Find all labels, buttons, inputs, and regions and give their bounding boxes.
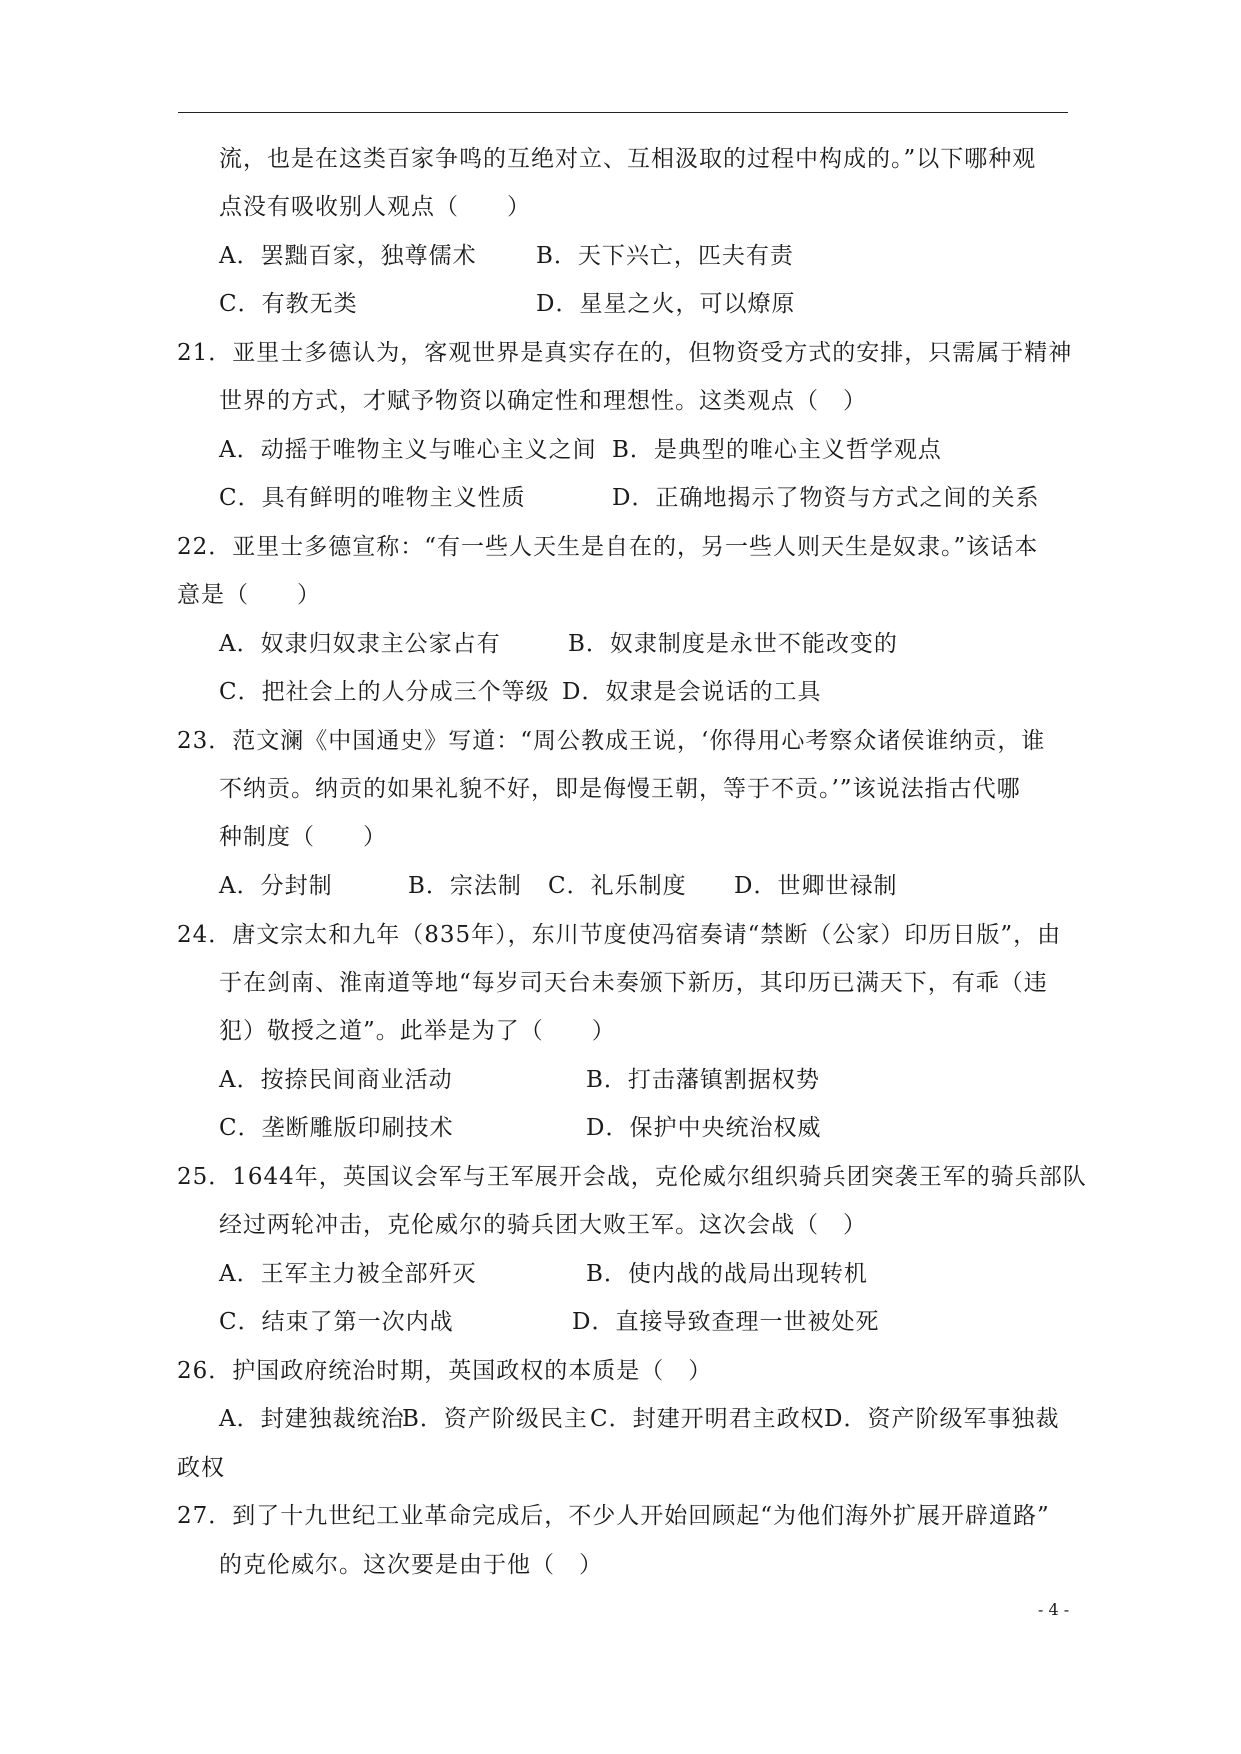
option-a: A．奴隶归奴隶主公家占有 [219, 631, 501, 657]
question-text-line: 世界的方式，才赋予物资以确定性和理想性。这类观点（ ） [219, 388, 867, 414]
question-text-line: 26．护国政府统治时期，英国政权的本质是（ ） [177, 1358, 713, 1384]
option-c: C．把社会上的人分成三个等级 [219, 679, 550, 705]
question-text-line: 犯）敬授之道”。此举是为了（ ） [219, 1018, 616, 1044]
option-d: D．直接导致查理一世被处死 [572, 1309, 880, 1335]
question-text-line: 不纳贡。纳贡的如果礼貌不好，即是侮慢王朝，等于不贡。’”该说法指古代哪 [219, 776, 1021, 802]
question-text-line: 的克伦威尔。这次要是由于他（ ） [219, 1552, 603, 1578]
option-a: A．罢黜百家，独尊儒术 [219, 243, 477, 269]
option-d: D．世卿世禄制 [734, 873, 898, 899]
option-c: C．有教无类 [219, 291, 358, 317]
option-a: A．按捺民间商业活动 [219, 1067, 453, 1093]
option-d: D．资产阶级军事独裁 [824, 1406, 1060, 1432]
option-a: A．分封制 [219, 873, 333, 899]
option-b: B．打击藩镇割据权势 [586, 1067, 820, 1093]
question-text-line: 点没有吸收别人观点（ ） [219, 194, 531, 220]
question-text-line: 经过两轮冲击，克伦威尔的骑兵团大败王军。这次会战（ ） [219, 1212, 867, 1238]
option-d: D．奴隶是会说话的工具 [562, 679, 822, 705]
option-b: B．宗法制 [408, 873, 522, 899]
question-text-line: 25．1644年，英国议会军与王军展开会战，克伦威尔组织骑兵团突袭王军的骑兵部队 [177, 1164, 1087, 1190]
option-b: B．使内战的战局出现转机 [586, 1261, 868, 1287]
option-c: C．礼乐制度 [548, 873, 687, 899]
question-text-line: 22．亚里士多德宣称：“有一些人天生是自在的，另一些人则天生是奴隶。”该话本 [177, 534, 1039, 560]
question-text-line: 24．唐文宗太和九年（835年），东川节度使冯宿奏请“禁断（公家）印历日版”，由 [177, 922, 1062, 948]
option-a: A．王军主力被全部歼灭 [219, 1261, 477, 1287]
option-b: B．资产阶级民主 [402, 1406, 588, 1432]
question-text-line: 23．范文澜《中国通史》写道：“周公教成王说，‘你得用心考察众诸侯谁纳贡，谁 [177, 728, 1046, 754]
option-b: B．是典型的唯心主义哲学观点 [612, 437, 942, 463]
option-wrap-line: 政权 [177, 1455, 225, 1481]
question-text-line: 流，也是在这类百家争鸣的互绝对立、互相汲取的过程中构成的。”以下哪种观 [219, 146, 1037, 172]
question-text-line: 种制度（ ） [219, 824, 387, 850]
option-c: C．结束了第一次内战 [219, 1309, 454, 1335]
question-text-line: 27．到了十九世纪工业革命完成后，不少人开始回顾起“为他们海外扩展开辟道路” [177, 1503, 1050, 1529]
header-rule [178, 112, 1068, 113]
option-c: C．封建开明君主政权 [590, 1406, 825, 1432]
option-a: A．封建独裁统治 [219, 1406, 405, 1432]
option-c: C．垄断雕版印刷技术 [219, 1115, 454, 1141]
question-text-line: 意是（ ） [177, 582, 321, 608]
option-c: C．具有鲜明的唯物主义性质 [219, 485, 526, 511]
option-b: B．天下兴亡，匹夫有责 [536, 243, 794, 269]
option-b: B．奴隶制度是永世不能改变的 [568, 631, 898, 657]
option-d: D．正确地揭示了物资与方式之间的关系 [612, 485, 1040, 511]
page-number: - 4 - [1038, 1600, 1070, 1619]
question-text-line: 于在剑南、淮南道等地“每岁司天台未奏颁下新历，其印历已满天下，有乖（违 [219, 970, 1048, 996]
question-text-line: 21．亚里士多德认为，客观世界是真实存在的，但物资受方式的安排，只需属于精神 [177, 340, 1073, 366]
option-d: D．保护中央统治权威 [586, 1115, 822, 1141]
option-d: D．星星之火，可以燎原 [536, 291, 796, 317]
option-a: A．动摇于唯物主义与唯心主义之间 [219, 437, 597, 463]
